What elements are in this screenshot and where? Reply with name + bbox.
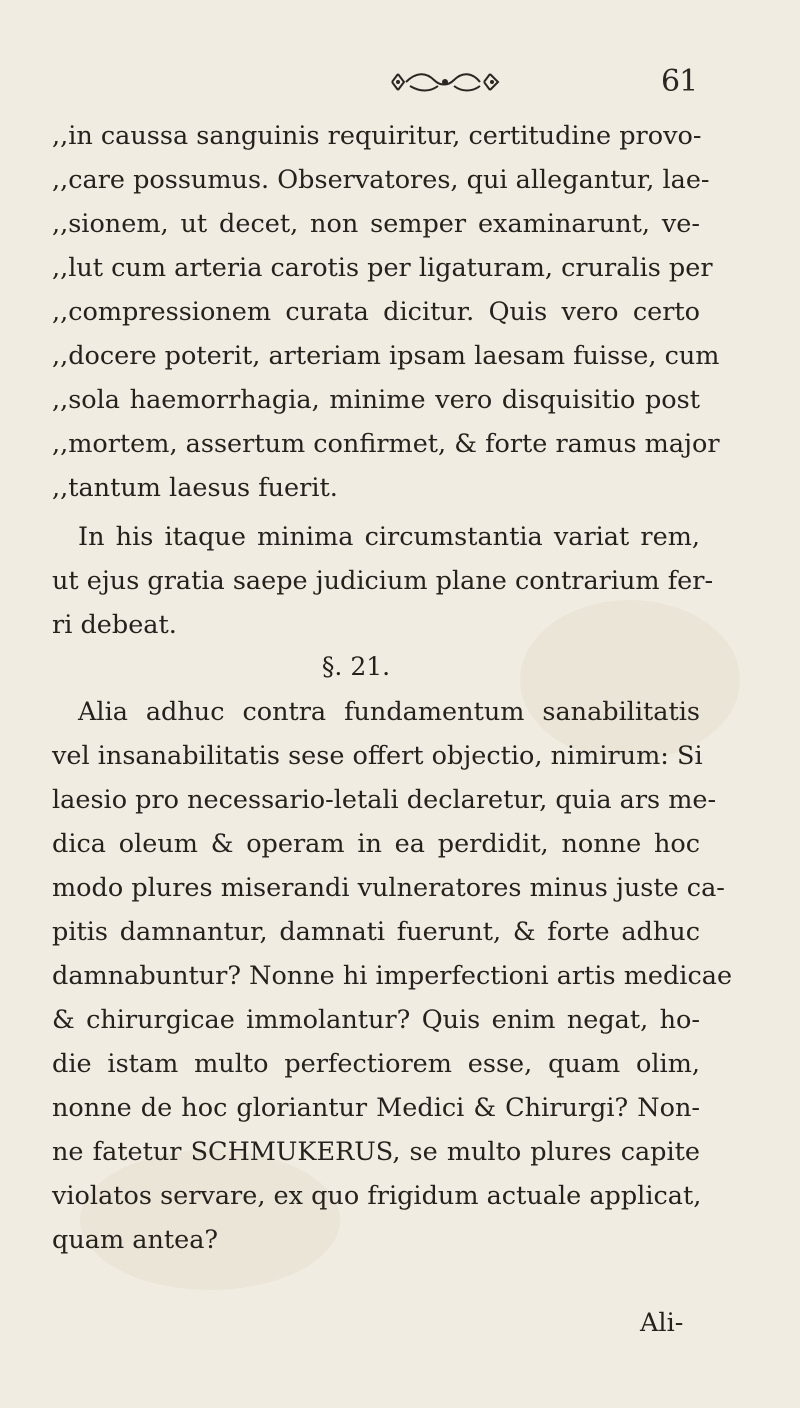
paragraph-objectio (52, 690, 733, 1262)
text-line: In his itaque minima circumstantia variat rem, (78, 522, 700, 552)
text-line: die istam multo perfectiorem esse, quam olim, (52, 1049, 700, 1079)
text-line: ri debeat. (52, 610, 177, 640)
text-line: Alia adhuc contra fundamentum sanabilitatis (78, 697, 700, 727)
text-line: ,,lut cum arteria carotis per ligaturam, cruralis per (52, 253, 713, 283)
section-heading-block (52, 645, 700, 689)
text-line: ,,sionem, ut decet, non semper examinarunt, ve- (52, 209, 700, 239)
text-line: ne fatetur SCHMUKERUS, se multo plures capite (52, 1137, 700, 1167)
text-line: ,,mortem, assertum confirmet, & forte ramus major (52, 429, 720, 459)
text-line: & chirurgicae immolantur? Quis enim negat, ho- (52, 1005, 700, 1035)
text-line: damnabuntur? Nonne hi imperfectioni artis medicae (52, 961, 733, 991)
text-line: ,,docere poterit, arteriam ipsam laesam fuisse, cum (52, 341, 720, 371)
text-line: vel insanabilitatis sese offert objectio, nimirum: Si (52, 741, 703, 771)
text-line: ,,compressionem curata dicitur. Quis vero certo (52, 297, 700, 327)
page-header (0, 62, 800, 102)
text-line: ,,in caussa sanguinis requiritur, certitudine provo- (52, 121, 702, 151)
text-line: ,,sola haemorrhagia, minime vero disquisitio post (52, 385, 700, 415)
section-heading: §. 21. (321, 652, 391, 681)
text-line: ,,tantum laesus fuerit. (52, 473, 338, 503)
text-line: dica oleum & operam in ea perdidit, nonne hoc (52, 829, 700, 859)
text-line: quam antea? (52, 1225, 219, 1255)
text-line: violatos servare, ex quo frigidum actuale applicat, (52, 1181, 702, 1211)
catchword: Ali- (640, 1308, 684, 1338)
ornament-vignette-icon (388, 68, 503, 96)
text-line: modo plures miserandi vulneratores minus juste ca- (52, 873, 725, 903)
text-line: ut ejus gratia saepe judicium plane contrarium fer- (52, 566, 714, 596)
paragraph-continuation (52, 114, 720, 510)
paragraph-circumstantia (52, 515, 714, 647)
text-line: pitis damnantur, damnati fuerunt, & forte adhuc (52, 917, 700, 947)
text-line: nonne de hoc gloriantur Medici & Chirurgi? Non- (52, 1093, 700, 1123)
text-line: ,,care possumus. Observatores, qui allegantur, lae- (52, 165, 710, 195)
text-line: laesio pro necessario-letali declaretur, quia ars me- (52, 785, 717, 815)
page-number: 61 (661, 64, 698, 99)
